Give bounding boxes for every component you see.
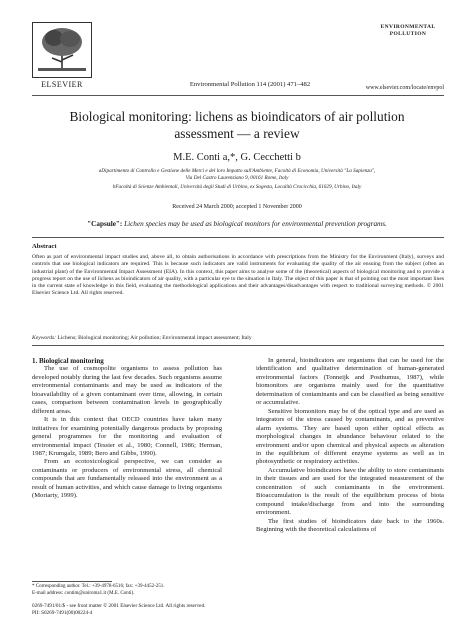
corresponding-author-note: * Corresponding author. Tel.: +39-4978-6516; fax: +39-4452-251. xyxy=(32,584,165,589)
pii-line: PII: S0269-7491(00)00224-4 xyxy=(32,610,93,616)
body-paragraph: From an ecotoxicological perspective, we can consider as contaminants or producers of environmental stress, all chemical compounds that are fundamentally released into the environment as a result of human activities, and which cause damage to living organisms (Moriarty, 1999). xyxy=(32,458,222,500)
abstract-heading: Abstract xyxy=(32,243,57,250)
body-paragraph: In general, bioindicators are organisms that can be used for the identification and qualitative determination of human-generated environmental factors (Tonneijk and Posthumus, 1987), while biomonitors are organisms mainly used for the quantitative determination of contaminants and can be classified as being sensitive or accumulative. xyxy=(256,357,444,407)
abstract-top-divider xyxy=(32,237,444,238)
elsevier-tree-icon xyxy=(32,22,92,78)
issn-line: 0269-7491/01/$ - see front matter © 2001 Elsevier Science Ltd. All rights reserved. xyxy=(32,603,206,609)
body-right-column xyxy=(256,357,444,535)
capsule-label: "Capsule": xyxy=(87,220,123,228)
paper-title xyxy=(50,108,424,142)
affiliation-a-line2: Via Del Castro Laurenziano 9, 00161 Rome, Italy xyxy=(185,175,289,181)
body-paragraph: The first studies of bioindicators date back to the 1960s. Beginning with the theoretical calculations of xyxy=(256,517,444,534)
paper-authors: M.E. Conti a,*, G. Cecchetti b xyxy=(173,152,301,163)
journal-citation: Environmental Pollution 114 (2001) 471–482 xyxy=(189,81,311,88)
capsule-summary xyxy=(40,220,434,228)
journal-logo-line2: POLLUTION xyxy=(389,31,427,37)
body-paragraph: Accumulative bioindicators have the ability to store contaminants in their tissues and are used for the integrated measurement of the concentration of such contaminants in the environment. Bioaccumulation is the result of the equilibrium process of biota compound intake/discharge from and into the surrounding environment. xyxy=(256,466,444,517)
affiliation-b: bFacoltà di Scienze Ambientali, Università degli Studi di Urbino, ex Sogesta, Località Crocicchia, 61029, Urbino, Italy xyxy=(112,184,362,190)
keywords xyxy=(32,335,444,341)
body-paragraph: The use of cosmopolite organisms to assess pollution has developed notably during the last few decades. Such organisms assume environmental contaminants and may be used as indicators of the bioavailability of a given contaminant over time, allowing, in certain cases, comparison between contamination levels in geographically different areas. xyxy=(32,365,222,415)
body-left-column xyxy=(32,357,222,501)
journal-logo xyxy=(376,24,440,38)
paper-title-line1: Biological monitoring: lichens as bioindicators of air pollution xyxy=(69,109,405,124)
capsule-text: Lichen species may be used as biological monitors for environmental prevention programs. xyxy=(122,220,387,228)
journal-logo-line1: ENVIRONMENTAL xyxy=(380,24,436,30)
keywords-label: Keywords: xyxy=(32,335,57,341)
header-divider xyxy=(32,95,444,96)
email-note: E-mail address: contim@uniroma1.it (M.E. Conti). xyxy=(32,591,135,596)
body-paragraph: Sensitive biomonitors may be of the optical type and are used as integrators of the stress caused by contaminants, and as preventive alarm systems. They are based upon either optical effects as morphological changes in abundance behaviour related to the environment and/or upon chemical and physical aspects as alteration in the equilibrium of different enzyme systems as well as in photosynthetic or respiratory activities. xyxy=(256,407,444,466)
publication-info xyxy=(32,603,205,617)
affiliation-a-line1: aDipartimento di Controllo e Gestione delle Merci e del loro Impatto sull'Ambiente, Facoltà di Economia, Università "La Sapienza", xyxy=(98,168,376,174)
footnote-divider xyxy=(32,581,112,582)
journal-url[interactable]: www.elsevier.com/locate/envpol xyxy=(365,85,444,91)
abstract-bottom-divider xyxy=(32,345,444,346)
section-heading: 1. Biological monitoring xyxy=(32,357,104,365)
paper-title-line2: assessment — a review xyxy=(174,126,300,141)
elsevier-logo xyxy=(32,22,92,89)
body-paragraph: It is in this context that OECD countries have taken many initiatives for examining potentially dangerous products by proposing general programmes for the monitoring and evaluation of environmental impact (Tessier et al., 1980; Connell, 1986; Herman, 1987; Krumgalz, 1989; Bero and Gibbs, 1990). xyxy=(32,416,222,457)
abstract-text: Often as part of environmental impact studies and, above all, to obtain authorisations in accordance with prescriptions from the Ministry for the Environment (Italy), surveys and controls that use biological indicators are required. This is because such indicators are valid instruments for evaluating the quality of the air ensuing from the subject (often an industrial plant) of the Environmental Impact Assessment (EIA). In this context, this paper aims to analyse some of the (theoretical) aspects of biological monitoring and to provide a progress report on the use of lichens as bioindicators of air quality, with a particular eye to the situation in Italy. The object of this paper is that of pointing out the most important lines in the current state of knowledge in this field, evaluating the methodological applications and their advantages/disadvantages with respect to traditional surveying methods. © 2001 Elsevier Science Ltd. All rights reserved. xyxy=(32,254,444,297)
received-dates: Received 24 March 2000; accepted 1 November 2000 xyxy=(172,204,302,210)
keywords-text: Lichens; Biological monitoring; Air pollution; Environmental impact assessment; Italy xyxy=(56,335,252,341)
publisher-name: ELSEVIER xyxy=(41,80,83,89)
